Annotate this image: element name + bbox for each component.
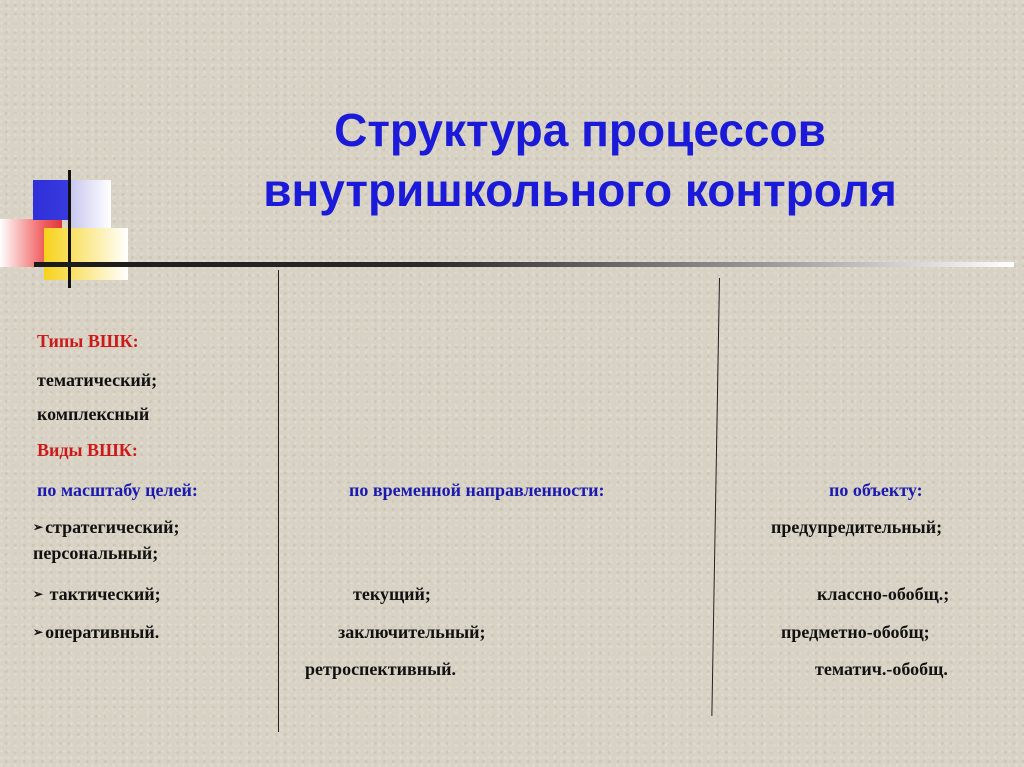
column-divider-right [711, 278, 720, 716]
types-heading: Типы ВШК: [37, 331, 139, 351]
scale-item-personal: персональный; [33, 543, 159, 563]
decor-lavender-square [71, 180, 111, 228]
decor-vertical-line [68, 170, 71, 288]
column-divider-left [278, 270, 279, 732]
object-item-subject: предметно-обобщ; [781, 622, 930, 642]
time-heading: по временной направленности: [349, 480, 605, 500]
kinds-heading: Виды ВШК: [37, 440, 138, 460]
scale-heading: по масштабу целей: [37, 480, 198, 500]
object-heading: по объекту: [829, 480, 923, 500]
object-item-thematic: тематич.-обобщ. [815, 659, 948, 679]
title-underline [34, 262, 1014, 267]
object-item-preventive: предупредительный; [771, 517, 943, 537]
types-item-complex: комплексный [37, 404, 150, 424]
time-item-current: текущий; [353, 584, 431, 604]
types-item-thematic: тематический; [37, 370, 158, 390]
title-line-2: внутришкольного контроля [263, 164, 897, 216]
scale-item-operative: ➢ оперативный. [33, 622, 160, 642]
arrow-bullet-icon: ➢ [33, 587, 44, 601]
scale-item-strategic: ➢ стратегический; [33, 517, 180, 537]
arrow-bullet-icon: ➢ [33, 625, 44, 639]
scale-item-tactical: ➢ тактический; [33, 584, 161, 604]
slide-title [150, 100, 1010, 220]
decor-blue-square [33, 180, 71, 220]
object-item-class: классно-обобщ.; [817, 584, 950, 604]
title-line-1: Структура процессов [334, 104, 826, 156]
time-item-final: заключительный; [338, 622, 486, 642]
arrow-bullet-icon: ➢ [33, 520, 44, 534]
decor-yellow-square [44, 228, 128, 280]
time-item-retrospective: ретроспективный. [305, 659, 457, 679]
